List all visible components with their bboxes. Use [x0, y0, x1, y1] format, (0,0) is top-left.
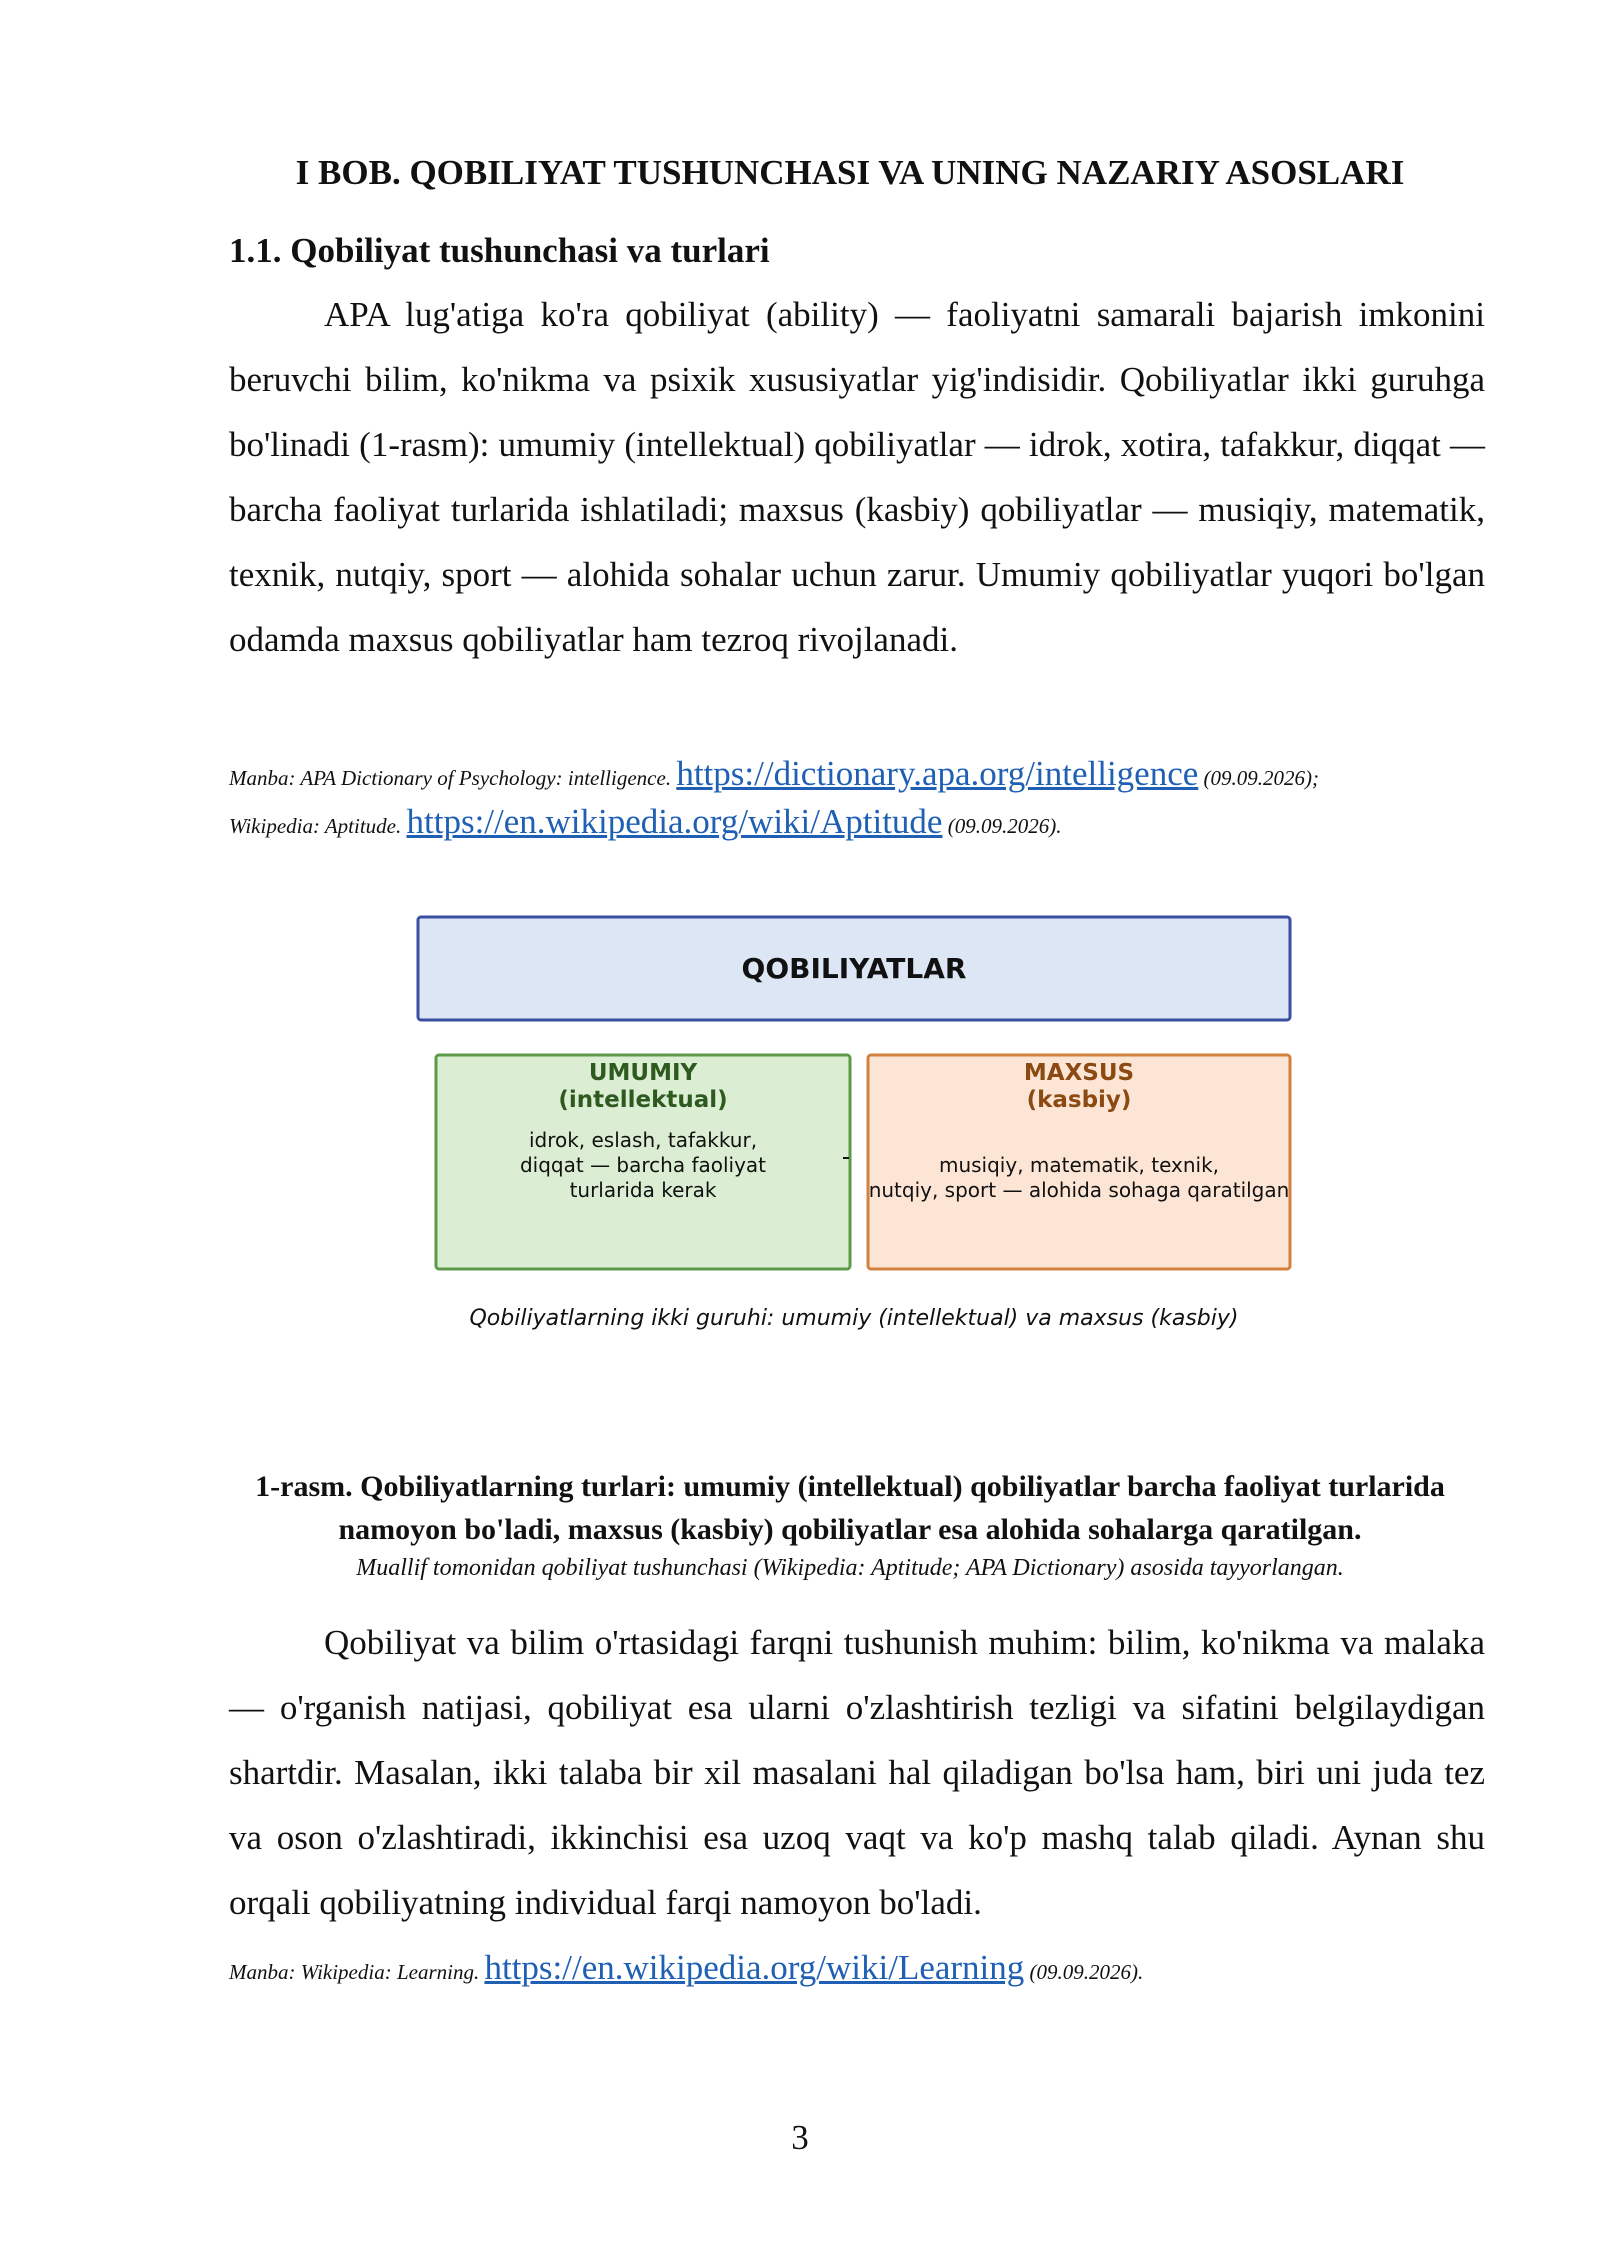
source-1-line1-suffix: (09.09.2026);: [1203, 766, 1320, 790]
diagram-inner-caption: Qobiliyatlarning ikki guruhi: umumiy (intellektual) va maxsus (kasbiy): [469, 1306, 1239, 1331]
diagram-svg: [0, 900, 1600, 1360]
paragraph-1-text: APA lug'atiga ko'ra qobiliyat (ability) — faoliyatni samarali bajarish imkonini beruvchi bilim, ko'nikma va psixik xususiyatlar yig'indisidir. Qobiliyatlar ikki guruhga bo'linadi (1-rasm): umumiy (intellektual) qobiliyatlar — idrok, xotira, tafakkur, diqqat — barcha faoliyat turlarida ishlatiladi; maxsus (kasbiy) qobiliyatlar — musiqiy, matematik, texnik, nutqiy, sport — alohida sohalar uchun zarur. Umumiy qobiliyatlar yuqori bo'lgan odamda maxsus qobiliyatlar ham tezroq rivojlanadi.: [229, 295, 1485, 659]
chapter-title: I BOB. QOBILIYAT TUSHUNCHASI VA UNING NAZARIY ASOSLARI: [295, 153, 1405, 192]
source-1-link-apa[interactable]: https://dictionary.apa.org/intelligence: [676, 754, 1199, 793]
left-box-title-2: (intellektual): [558, 1087, 728, 1113]
source-2-prefix: Manba: Wikipedia: Learning.: [229, 1960, 480, 1984]
page-number: 3: [791, 2118, 809, 2157]
left-box-text-3: turlarida kerak: [569, 1178, 717, 1202]
source-1-line2-prefix: Wikipedia: Aptitude.: [229, 814, 402, 838]
source-citation-1: [229, 752, 1529, 848]
figure-diagram: [0, 900, 1600, 1360]
source-1-line1-prefix: Manba: APA Dictionary of Psychology: intelligence.: [229, 766, 672, 790]
figure-caption: 1-rasm. Qobiliyatlarning turlari: umumiy (intellektual) qobiliyatlar barcha faoliyat turlarida namoyon bo'ladi, maxsus (kasbiy) qobiliyatlar esa alohida sohalarga qaratilgan.: [255, 1470, 1445, 1546]
paragraph-2-text: Qobiliyat va bilim o'rtasidagi farqni tushunish muhim: bilim, ko'nikma va malaka — o'rganish natijasi, qobiliyat esa ularni o'zlashtirish tezligi va sifatini belgilaydigan shartdir. Masalan, ikki talaba bir xil masalani hal qiladigan bo'lsa ham, biri uni juda tez va oson o'zlashtiradi, ikkinchisi esa uzoq vaqt va ko'p mashq talab qiladi. Aynan shu orqali qobiliyatning individual farqi namoyon bo'ladi.: [229, 1623, 1485, 1922]
figure-note: Muallif tomonidan qobiliyat tushunchasi (Wikipedia: Aptitude; APA Dictionary) asosida tayyorlangan.: [356, 1555, 1344, 1581]
source-citation-2: [229, 1946, 1529, 1994]
source-1-line2-suffix: (09.09.2026).: [947, 814, 1062, 838]
source-2-suffix: (09.09.2026).: [1029, 1960, 1144, 1984]
right-box-title-1: MAXSUS: [1023, 1060, 1135, 1086]
paragraph-2: [229, 1610, 1485, 1935]
right-box-text-1: musiqiy, matematik, texnik,: [938, 1153, 1220, 1177]
section-title: 1.1. Qobiliyat tushunchasi va turlari: [229, 231, 770, 270]
left-box-text-2: diqqat — barcha faoliyat: [519, 1153, 767, 1177]
right-box-title-2: (kasbiy): [1026, 1087, 1132, 1113]
source-2-link-learning[interactable]: https://en.wikipedia.org/wiki/Learning: [484, 1948, 1025, 1987]
left-box-text-1: idrok, eslash, tafakkur,: [528, 1128, 758, 1152]
paragraph-1: [229, 282, 1485, 672]
source-1-link-wikipedia[interactable]: https://en.wikipedia.org/wiki/Aptitude: [406, 802, 943, 841]
left-box-title-1: UMUMIY: [588, 1060, 698, 1086]
right-box-text-2: nutqiy, sport — alohida sohaga qaratilgan: [868, 1178, 1290, 1202]
top-box-label: QOBILIYATLAR: [741, 952, 967, 985]
